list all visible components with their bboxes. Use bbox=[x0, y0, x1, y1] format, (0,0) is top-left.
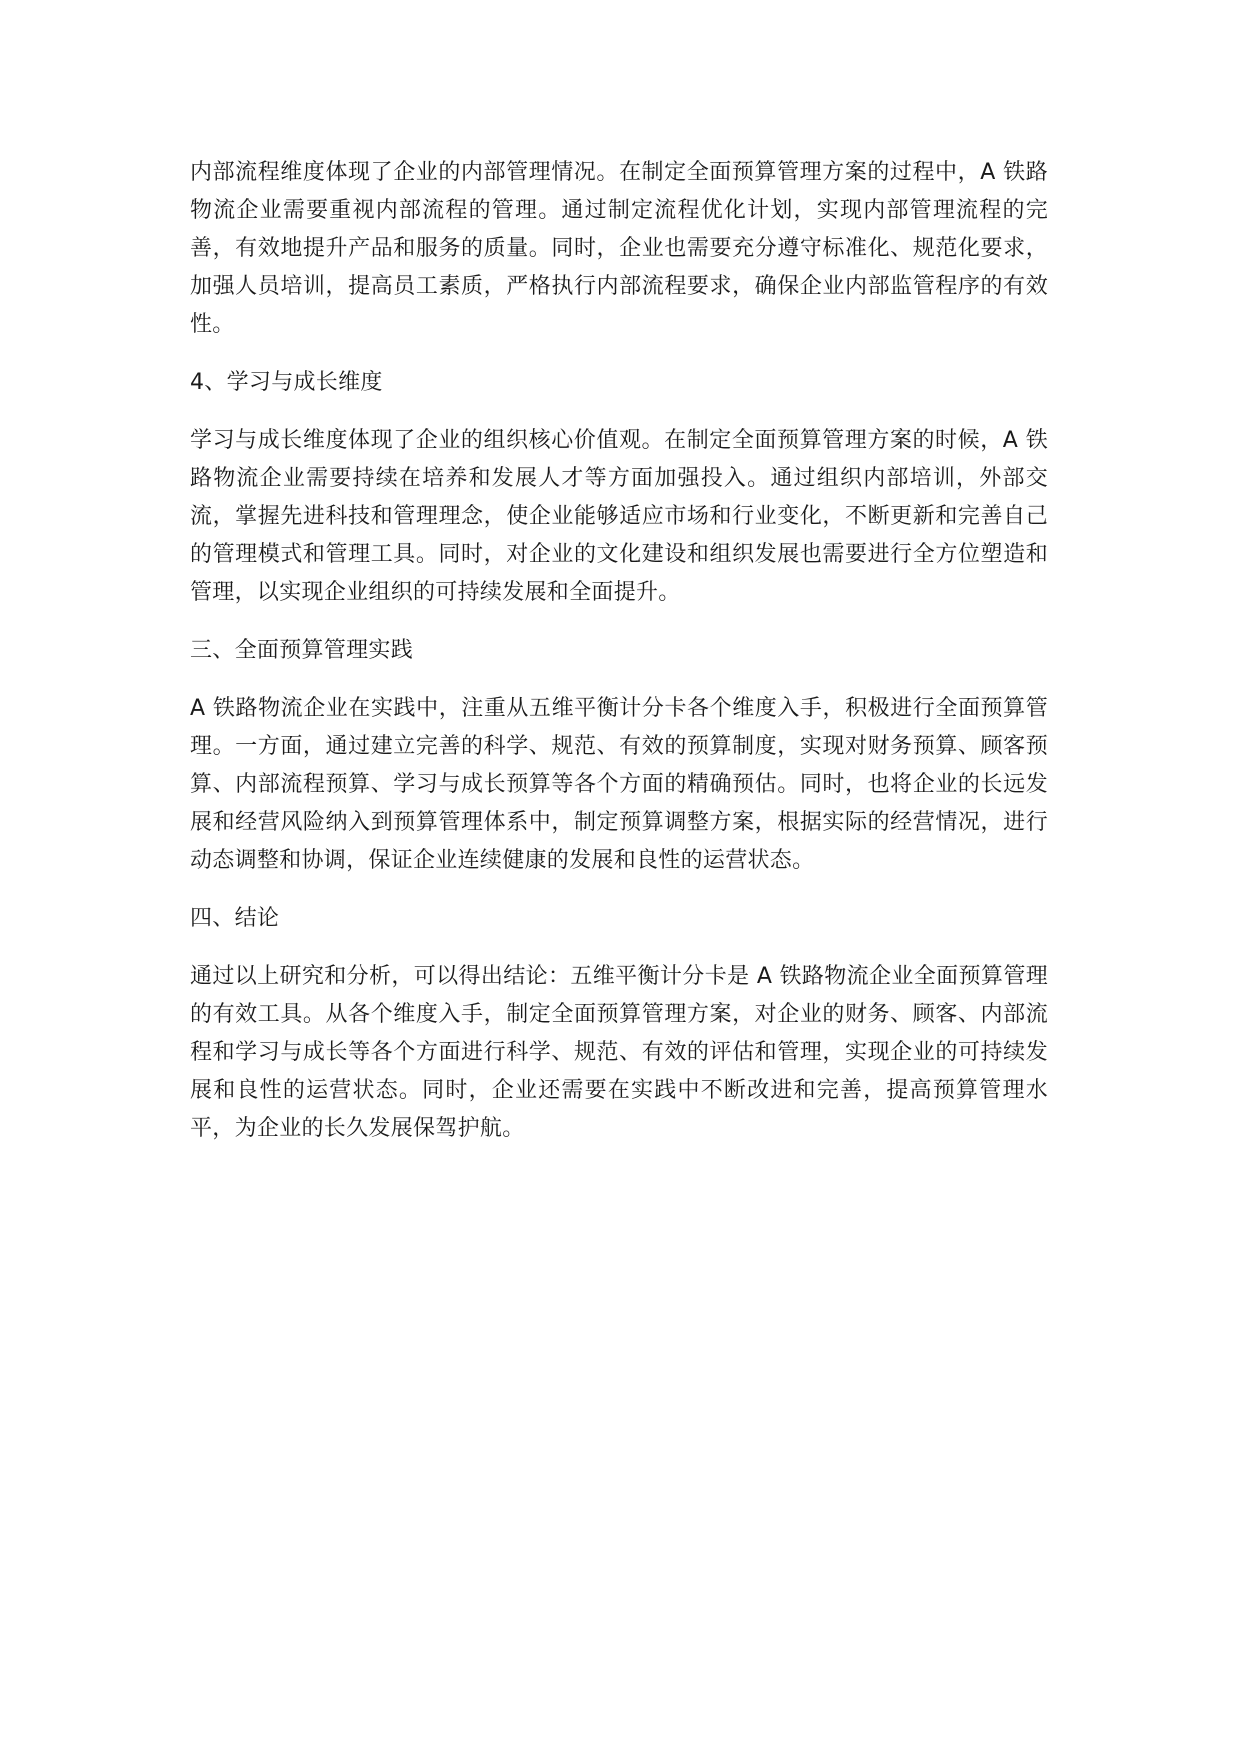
document-body bbox=[190, 154, 1048, 1168]
paragraph-learning-growth: 学习与成长维度体现了企业的组织核心价值观。在制定全面预算管理方案的时候，A 铁路物流企业需要持续在培养和发展人才等方面加强投入。通过组织内部培训，外部交流，掌握先进科技和管理理念，使企业能够适应市场和行业变化，不断更新和完善自己的管理模式和管理工具。同时，对企业的文化建设和组织发展也需要进行全方位塑造和管理，以实现企业组织的可持续发展和全面提升。 bbox=[190, 428, 1048, 605]
paragraph-internal-process: 内部流程维度体现了企业的内部管理情况。在制定全面预算管理方案的过程中，A 铁路物流企业需要重视内部流程的管理。通过制定流程优化计划，实现内部管理流程的完善，有效地提升产品和服务的质量。同时，企业也需要充分遵守标准化、规范化要求，加强人员培训，提高员工素质，严格执行内部流程要求，确保企业内部监管程序的有效性。 bbox=[190, 160, 1048, 337]
heading-budget-practice: 三、全面预算管理实践 bbox=[190, 638, 414, 663]
paragraph-conclusion: 通过以上研究和分析，可以得出结论：五维平衡计分卡是 A 铁路物流企业全面预算管理的有效工具。从各个维度入手，制定全面预算管理方案，对企业的财务、顾客、内部流程和学习与成长等各个方面进行科学、规范、有效的评估和管理，实现企业的可持续发展和良性的运营状态。同时，企业还需要在实践中不断改进和完善，提高预算管理水平，为企业的长久发展保驾护航。 bbox=[190, 964, 1048, 1141]
heading-conclusion: 四、结论 bbox=[190, 906, 280, 931]
heading-learning-growth: 4、学习与成长维度 bbox=[190, 370, 383, 395]
paragraph-budget-practice: A 铁路物流企业在实践中，注重从五维平衡计分卡各个维度入手，积极进行全面预算管理。一方面，通过建立完善的科学、规范、有效的预算制度，实现对财务预算、顾客预算、内部流程预算、学习与成长预算等各个方面的精确预估。同时，也将企业的长远发展和经营风险纳入到预算管理体系中，制定预算调整方案，根据实际的经营情况，进行动态调整和协调，保证企业连续健康的发展和良性的运营状态。 bbox=[190, 696, 1048, 873]
